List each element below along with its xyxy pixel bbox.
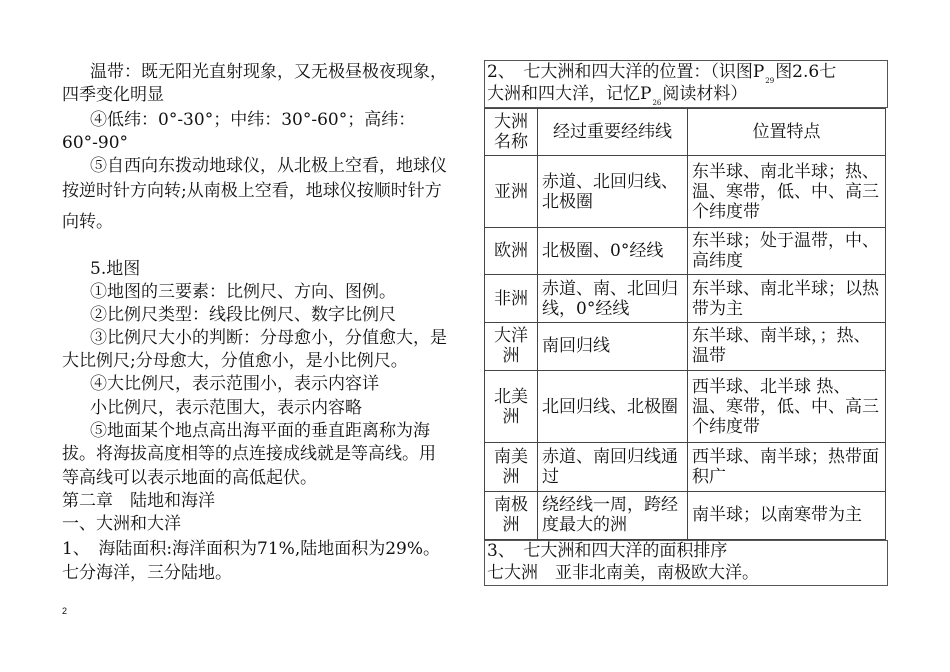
text-line: 60°-90° bbox=[62, 133, 129, 153]
chapter-heading: 第二章 陆地和海洋 bbox=[62, 491, 215, 511]
section-2-text: 大洲和四大洋，记忆P bbox=[487, 84, 652, 104]
continent-lines: 绕经线一周，跨经度最大的洲 bbox=[538, 491, 688, 539]
continent-lines: 北回归线、北极圈 bbox=[538, 371, 688, 443]
table-row bbox=[485, 156, 886, 228]
section-2-text: 阅读材料） bbox=[662, 84, 748, 104]
continent-features: 东半球、南北半球；以热带为主 bbox=[688, 275, 886, 322]
section-heading: 一、大洲和大洋 bbox=[62, 514, 181, 534]
section-3-title: 3、 七大洲和四大洋的面积排序 bbox=[487, 541, 728, 561]
text-line: ⑤地面某个地点高出海平面的垂直距离称为海 bbox=[90, 421, 430, 441]
text-line: 温带：既无阳光直射现象，又无极昼极夜现象， bbox=[90, 62, 447, 82]
page-ref: 26 bbox=[652, 99, 662, 107]
text-line: ④低纬：0°-30°；中纬：30°-60°；高纬： bbox=[90, 110, 416, 130]
page-number: 2 bbox=[62, 606, 68, 616]
text-line: 小比例尺，表示范围大，表示内容略 bbox=[90, 398, 362, 418]
text-line: 七分海洋，三分陆地。 bbox=[62, 563, 232, 583]
table-row bbox=[485, 371, 886, 443]
continent-features: 西半球、南半球；热带面积广 bbox=[688, 443, 886, 491]
section-heading: 5.地图 bbox=[90, 259, 141, 279]
header-lines: 经过重要经纬线 bbox=[538, 109, 688, 156]
text-line: ①地图的三要素：比例尺、方向、图例。 bbox=[90, 282, 396, 302]
text-line: 四季变化明显 bbox=[62, 85, 164, 105]
text-line: ⑤自西向东拨动地球仪，从北极上空看，地球仪 bbox=[90, 156, 447, 176]
text-line: 1、 海陆面积:海洋面积为71%,陆地面积为29%。 bbox=[62, 539, 441, 559]
continent-lines: 南回归线 bbox=[538, 322, 688, 370]
text-line: 按逆时针方向转;从南极上空看，地球仪按顺时针方 bbox=[62, 181, 442, 201]
table-row bbox=[485, 491, 886, 539]
text-line: 大比例尺;分母愈大，分值愈小，是小比例尺。 bbox=[62, 351, 408, 371]
text-line: 向转。 bbox=[62, 212, 113, 232]
table-row bbox=[485, 443, 886, 491]
continent-features: 南半球；以南寒带为主 bbox=[688, 491, 886, 539]
text-line: ②比例尺类型：线段比例尺、数字比例尺 bbox=[90, 305, 396, 325]
continent-features: 东半球；处于温带，中、高纬度 bbox=[688, 228, 886, 275]
continent-features: 东半球、南半球，；热、温带 bbox=[688, 322, 886, 370]
page-ref: 29 bbox=[765, 77, 775, 85]
table-row bbox=[485, 322, 886, 370]
continent-name: 南极洲 bbox=[485, 491, 538, 539]
continent-features: 东半球、南北半球；热、温、寒带，低、中、高三个纬度带 bbox=[688, 156, 886, 228]
section-3-body: 七大洲 亚非北南美，南极欧大洋。 bbox=[487, 563, 759, 583]
text-line: 等高线可以表示地面的高低起伏。 bbox=[62, 468, 317, 488]
continent-name: 亚洲 bbox=[485, 156, 538, 228]
continent-name: 北美洲 bbox=[485, 371, 538, 443]
continent-features: 西半球、北半球 热、温、寒带，低、中、高三个纬度带 bbox=[688, 371, 886, 443]
table-header-row bbox=[485, 109, 886, 156]
table-row bbox=[485, 275, 886, 322]
section-2-box bbox=[484, 60, 888, 108]
text-line: ③比例尺大小的判断：分母愈小，分值愈大，是 bbox=[90, 328, 447, 348]
continent-lines: 赤道、南、北回归线，0°经线 bbox=[538, 275, 688, 322]
continents-table bbox=[484, 108, 886, 540]
continent-name: 非洲 bbox=[485, 275, 538, 322]
continent-name: 欧洲 bbox=[485, 228, 538, 275]
header-features: 位置特点 bbox=[688, 109, 886, 156]
section-3-box bbox=[484, 540, 888, 586]
section-2-text: 图2.6七 bbox=[775, 62, 837, 82]
continent-lines: 赤道、北回归线、北极圈 bbox=[538, 156, 688, 228]
continent-lines: 赤道、南回归线通过 bbox=[538, 443, 688, 491]
table-row bbox=[485, 228, 886, 275]
section-2-text: 2、 七大洲和四大洋的位置：（识图P bbox=[487, 62, 765, 82]
header-continent: 大洲名称 bbox=[485, 109, 538, 156]
continent-name: 大洋洲 bbox=[485, 322, 538, 370]
continent-name: 南美洲 bbox=[485, 443, 538, 491]
text-line: 拔。将海拔高度相等的点连接成线就是等高线。用 bbox=[62, 444, 436, 464]
text-line: ④大比例尺，表示范围小，表示内容详 bbox=[90, 374, 379, 394]
continent-lines: 北极圈、0°经线 bbox=[538, 228, 688, 275]
